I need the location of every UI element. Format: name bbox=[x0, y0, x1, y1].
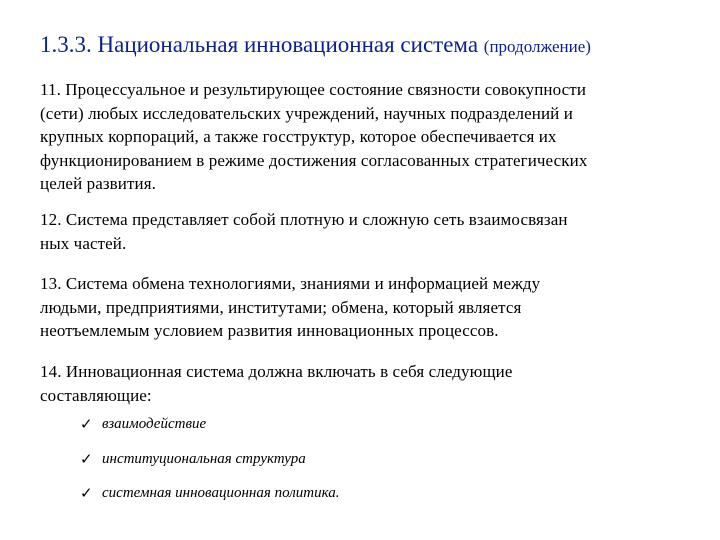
slide-title bbox=[40, 30, 700, 62]
paragraph-line: неотъемлемым условием развития инновационных процессов. bbox=[40, 321, 499, 340]
paragraph-line: ных частей. bbox=[40, 233, 127, 253]
bullet-list bbox=[80, 413, 680, 517]
slide-title-main: 1.3.3. Национальная инновационная система bbox=[40, 32, 479, 57]
paragraph-12 bbox=[40, 208, 690, 255]
paragraph-13 bbox=[40, 272, 690, 343]
bullet-text: системная инновационная политика. bbox=[102, 485, 340, 501]
checkmark-icon: ✓ bbox=[80, 415, 93, 433]
bullet-item bbox=[80, 448, 680, 483]
bullet-text: взаимодействие bbox=[102, 416, 207, 432]
bullet-item bbox=[80, 482, 680, 517]
paragraph-14 bbox=[40, 360, 690, 407]
paragraph-line: крупных корпораций, а также госструктур, которое обеспечивается их bbox=[40, 127, 557, 146]
paragraph-line: (сети) любых исследовательских учреждений, научных подразделений и bbox=[40, 103, 573, 123]
paragraph-line: 14. Инновационная система должна включать в себя следующие bbox=[40, 362, 513, 381]
paragraph-line: 13. Система обмена технологиями, знаниями и информацией между bbox=[40, 274, 541, 293]
checkmark-icon: ✓ bbox=[80, 449, 93, 468]
paragraph-line: составляющие: bbox=[40, 385, 152, 405]
paragraph-11 bbox=[40, 78, 690, 196]
checkmark-icon: ✓ bbox=[80, 484, 93, 502]
paragraph-line: людьми, предприятиями, институтами; обмена, который является bbox=[40, 297, 522, 317]
slide-title-subtitle: (продолжение) bbox=[483, 37, 591, 56]
paragraph-line: целей развития. bbox=[40, 174, 157, 193]
bullet-text: институциональная структура bbox=[102, 450, 306, 467]
paragraph-line: 11. Процессуальное и результирующее состояние связности совокупности bbox=[40, 80, 587, 99]
paragraph-line: функционированием в режиме достижения согласованных стратегических bbox=[40, 150, 588, 170]
paragraph-line: 12. Система представляет собой плотную и сложную сеть взаимосвязан bbox=[40, 210, 568, 229]
bullet-item bbox=[80, 413, 680, 448]
